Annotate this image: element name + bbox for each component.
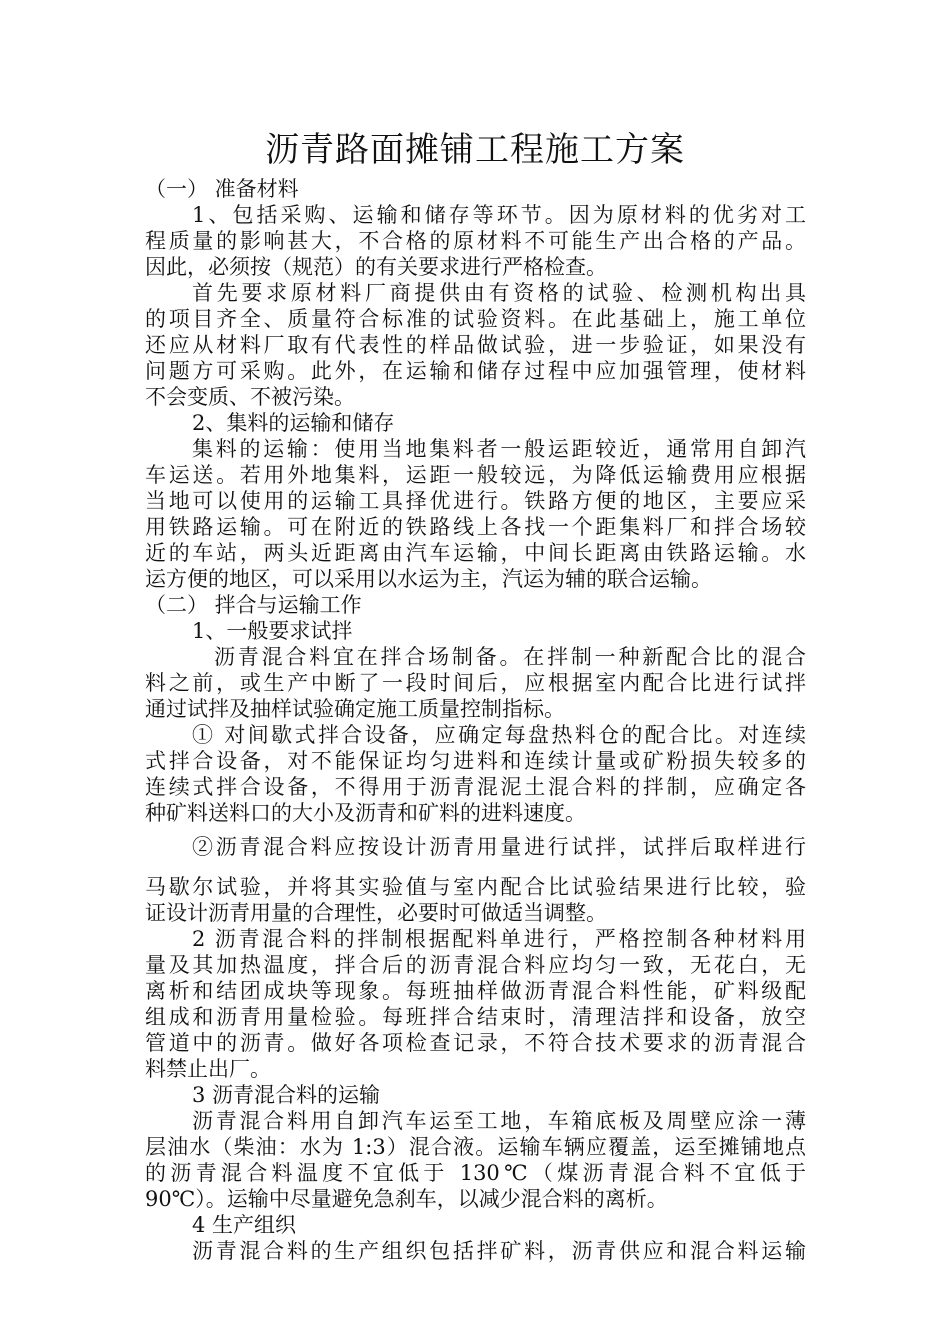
paragraph-line: 运方便的地区，可以采用以水运为主，汽运为辅的联合运输。 xyxy=(145,567,712,591)
subsection-heading: 2、集料的运输和储存 xyxy=(192,411,395,435)
paragraph-line: ① 对间歇式拌合设备，应确定每盘热料仓的配合比。对连续 xyxy=(192,723,806,747)
paragraph-line: 集料的运输：使用当地集料者一般运距较近，通常用自卸汽 xyxy=(192,437,806,461)
paragraph-line: ②沥青混合料应按设计沥青用量进行试拌，试拌后取样进行 xyxy=(192,835,806,859)
paragraph-line: 程质量的影响甚大，不合格的原材料不可能生产出合格的产品。 xyxy=(145,229,806,253)
paragraph-line: 量及其加热温度，拌合后的沥青混合料应均匀一致，无花白，无 xyxy=(145,953,806,977)
paragraph-line: 90℃）。运输中尽量避免急刹车，以减少混合料的离析。 xyxy=(145,1187,668,1211)
paragraph-line: 因此，必须按（规范）的有关要求进行严格检查。 xyxy=(145,255,607,279)
section-heading: （二） 拌合与运输工作 xyxy=(145,593,362,617)
subsection-heading: 4 生产组织 xyxy=(192,1213,297,1237)
paragraph-line: 连续式拌合设备，不得用于沥青混泥土混合料的拌制，应确定各 xyxy=(145,775,806,799)
paragraph-line: 首先要求原材料厂商提供由有资格的试验、检测机构出具 xyxy=(192,281,806,305)
paragraph-line: 近的车站，两头近距离由汽车运输，中间长距离由铁路运输。水 xyxy=(145,541,806,565)
paragraph-line: 用铁路运输。可在附近的铁路线上各找一个距集料厂和拌合场较 xyxy=(145,515,806,539)
paragraph-line: 沥青混合料的生产组织包括拌矿料，沥青供应和混合料运输 xyxy=(192,1239,806,1263)
paragraph-line: 离析和结团成块等现象。每班抽样做沥青混合料性能，矿料级配 xyxy=(145,979,806,1003)
paragraph-line: 的项目齐全、质量符合标准的试验资料。在此基础上，施工单位 xyxy=(145,307,806,331)
paragraph-line: 料之前，或生产中断了一段时间后，应根据室内配合比进行试拌 xyxy=(145,671,806,695)
paragraph-line: 的沥青混合料温度不宜低于 130℃（煤沥青混合料不宜低于 xyxy=(145,1161,806,1185)
paragraph-line: 证设计沥青用量的合理性，必要时可做适当调整。 xyxy=(145,901,607,925)
subsection-heading: 1、一般要求试拌 xyxy=(192,619,353,643)
paragraph-line: 式拌合设备，对不能保证均匀进料和连续计量或矿粉损失较多的 xyxy=(145,749,806,773)
paragraph-line: 当地可以使用的运输工具择优进行。铁路方便的地区，主要应采 xyxy=(145,489,806,513)
paragraph-line: 1、包括采购、运输和储存等环节。因为原材料的优劣对工 xyxy=(192,203,806,227)
paragraph-line: 还应从材料厂取有代表性的样品做试验，进一步验证，如果没有 xyxy=(145,333,806,357)
paragraph-line: 2 沥青混合料的拌制根据配料单进行，严格控制各种材料用 xyxy=(192,927,806,951)
paragraph-line: 通过试拌及抽样试验确定施工质量控制指标。 xyxy=(145,697,565,721)
paragraph-line: 车运送。若用外地集料，运距一般较远，为降低运输费用应根据 xyxy=(145,463,806,487)
section-heading: （一） 准备材料 xyxy=(145,177,299,201)
document-title: 沥青路面摊铺工程施工方案 xyxy=(265,130,685,170)
paragraph-line: 不会变质、不被污染。 xyxy=(145,385,355,409)
paragraph-line: 马歇尔试验，并将其实验值与室内配合比试验结果进行比较，验 xyxy=(145,875,806,899)
paragraph-line: 种矿料送料口的大小及沥青和矿料的进料速度。 xyxy=(145,801,586,825)
paragraph-line: 层油水（柴油：水为 1:3）混合液。运输车辆应覆盖，运至摊铺地点 xyxy=(145,1135,806,1159)
paragraph-line: 沥青混合料宜在拌合场制备。在拌制一种新配合比的混合 xyxy=(214,645,806,669)
paragraph-line: 料禁止出厂。 xyxy=(145,1057,271,1081)
paragraph-line: 沥青混合料用自卸汽车运至工地，车箱底板及周壁应涂一薄 xyxy=(192,1109,806,1133)
paragraph-line: 组成和沥青用量检验。每班拌合结束时，清理洁拌和设备，放空 xyxy=(145,1005,806,1029)
subsection-heading: 3 沥青混合料的运输 xyxy=(192,1083,381,1107)
paragraph-line: 管道中的沥青。做好各项检查记录，不符合技术要求的沥青混合 xyxy=(145,1031,806,1055)
paragraph-line: 问题方可采购。此外，在运输和储存过程中应加强管理，使材料 xyxy=(145,359,806,383)
